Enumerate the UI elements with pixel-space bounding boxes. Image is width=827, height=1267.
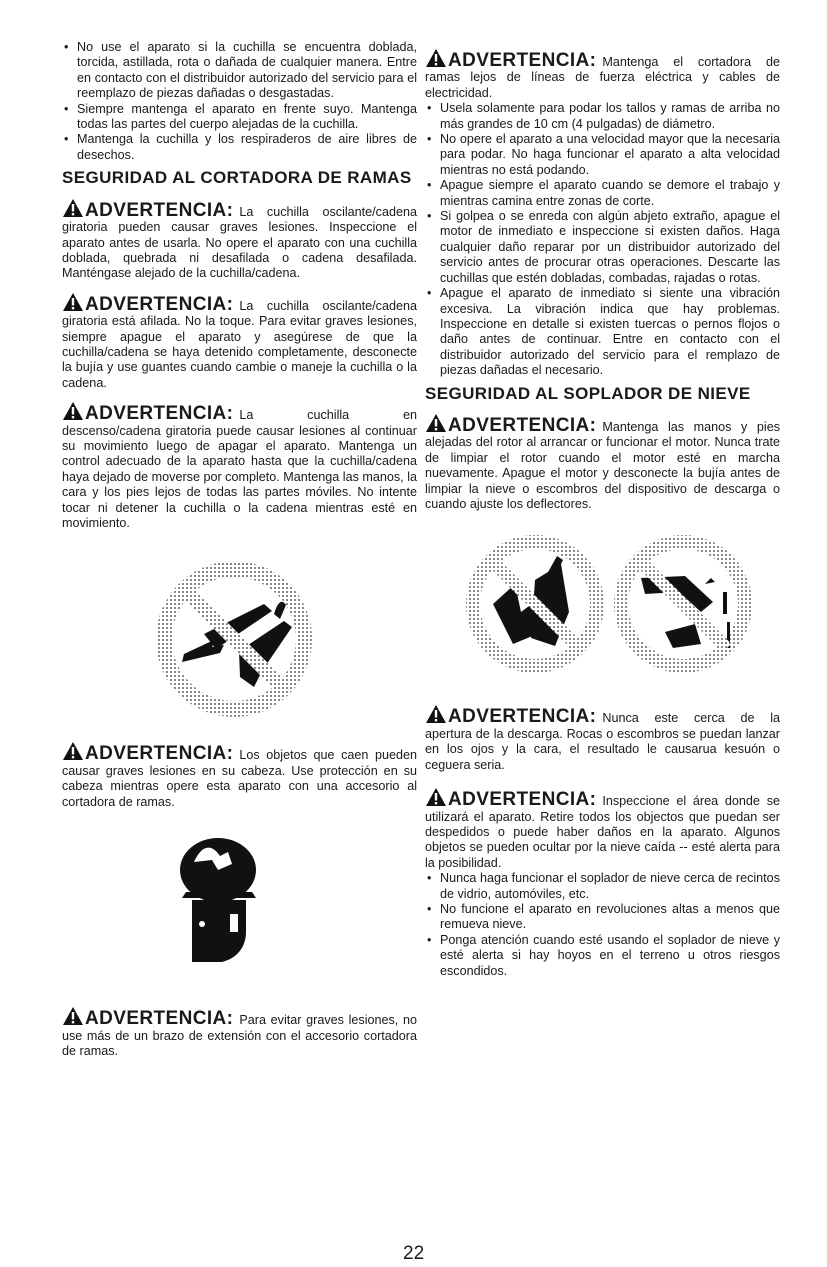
left-column: [62, 40, 417, 1059]
warning-triangle-icon: [62, 741, 84, 761]
warning-label: ADVERTENCIA:: [85, 293, 234, 315]
list-item: • Ponga atención cuando esté usando el soplador de nieve y esté alerta si hay hoyos en el terreno u otros riesgos escondidos.: [425, 933, 780, 979]
warning-text: La cuchilla oscilante/cadena giratoria está afilada. No la toque. Para evitar graves lesiones, siempre apague el aparato y asegúrese de que la cuchilla/cadena se haya detenido completamente, desconecte la bujía y use guantes cuando cambie o maneje la cuchilla o la cadena.: [62, 298, 417, 390]
list-item: • Mantenga la cuchilla y los respiraderos de aire libres de desechos.: [62, 132, 417, 163]
list-item: • Nunca haga funcionar el soplador de nieve cerca de recintos de vidrio, automóviles, etc.: [425, 871, 780, 902]
warning-paragraph: [425, 48, 780, 101]
warning-triangle-icon: [425, 413, 447, 433]
warning-text: Inspeccione el área donde se utilizará el aparato. Retire todos los objectos que puedan ser despedidos o puede haber daños en la aparato. Algunos objetos se pueden ocultar por la nieve caída -- esté alerta para la posibilidad.: [425, 794, 780, 870]
warning-paragraph: [425, 704, 780, 773]
warning-paragraph: [62, 292, 417, 391]
blade-safety-list: [62, 40, 417, 163]
warning-label: ADVERTENCIA:: [85, 403, 234, 425]
warning-text: La cuchilla oscilante/cadena giratoria pueden causar graves lesiones. Inspeccione el aparato antes de usarla. No opere el aparato con una cuchilla doblada, quebrada ni desafilada o cadena desafilada. Manténgase alejado de la cuchilla/cadena.: [62, 204, 417, 281]
right-column: [425, 40, 780, 979]
warning-triangle-icon: [62, 292, 84, 312]
list-item: • Usela solamente para podar los tallos y ramas de arriba no más grandes de 10 cm (4 pulgadas) de diámetro.: [425, 101, 780, 132]
list-item: • Apague siempre el aparato cuando se demore el trabajo y mientras camina entre zonas de corte.: [425, 178, 780, 209]
list-item: • No opere el aparato a una velocidad mayor que la necesaria para podar. No haga funcionar el aparato a alta velocidad mientras no está podando.: [425, 132, 780, 178]
warning-paragraph: [425, 413, 780, 512]
warning-paragraph: [425, 787, 780, 871]
warning-text: La cuchilla en descenso/cadena giratoria puede causar lesiones al continuar su movimiento luego de apagar el aparato. Mantenga un control adecuado de la aparato hasta que la cuchilla/cadena haya dejado de moverse por completo. Mantenga las manos, la cara y los pies lejos de todas las partes móviles. No intente tocar ni detener la cuchilla o la cadena mientras esté en movimiento.: [62, 408, 417, 531]
warning-label: ADVERTENCIA:: [85, 199, 234, 221]
heading-snow-blower-safety: SEGURIDAD AL SOPLADOR DE NIEVE: [425, 383, 751, 403]
warning-paragraph: [62, 1006, 417, 1059]
warning-triangle-icon: [62, 198, 84, 218]
warning-paragraph: [62, 198, 417, 282]
snow-blower-list: [425, 871, 780, 979]
no-hands-near-rotor-icon: [465, 534, 755, 674]
heading-pole-saw-safety: SEGURIDAD AL CORTADORA DE RAMAS: [62, 168, 412, 188]
warning-triangle-icon: [425, 48, 447, 68]
warning-label: ADVERTENCIA:: [448, 706, 597, 728]
pole-saw-operation-list: [425, 101, 780, 378]
list-item: • Si golpea o se enreda con algún abjeto extraño, apague el motor de inmediato e inspeccione si existen daños. Haga cualquier daño reparar por un distribuidor autorizado del servicio antes de procurar otras operaciones. Descarte las cuchillas que estén dobladas, combadas, rajadas o rotas.: [425, 209, 780, 286]
list-item: • No use el aparato si la cuchilla se encuentra doblada, torcida, astillada, rota o dañada de cualquier manera. Entre en contacto con el distribuidor autorizado del servicio para el reemplazo de piezas dañadas o desgastadas.: [62, 40, 417, 102]
warning-label: ADVERTENCIA:: [85, 1008, 234, 1030]
warning-triangle-icon: [425, 787, 447, 807]
warning-label: ADVERTENCIA:: [448, 50, 597, 71]
warning-text: Para evitar graves lesiones, no use más de un brazo de extensión con el accesorio cortadora de ramas.: [62, 1013, 417, 1058]
hard-hat-icon: [172, 834, 262, 966]
warning-text: Mantenga el cortadora de ramas lejos de líneas de fuerza eléctrica y cables de electricidad.: [425, 55, 780, 100]
warning-triangle-icon: [62, 401, 84, 421]
list-item: • No funcione el aparato en revoluciones altas a menos que remueva nieve.: [425, 902, 780, 933]
warning-label: ADVERTENCIA:: [85, 743, 234, 765]
list-item: • Apague el aparato de inmediato si siente una vibración excesiva. La vibración indica que hay problemas. Inspeccione en detalle si existen tuercas o pernos flojos o daño antes de continuar. Entre en contacto con el distribuidor autorizado del servicio para el remplazo de piezas dañadas el necesario.: [425, 286, 780, 378]
list-item: • Siempre mantenga el aparato en frente suyo. Mantenga todas las partes del cuerpo alejadas de la cuchilla.: [62, 102, 417, 133]
warning-text: Nunca este cerca de la apertura de la descarga. Rocas o escombros se puedan lanzar en los ojos y la cara, el resultado le causarua kesuón o ceguera seria.: [425, 711, 780, 772]
warning-paragraph: [62, 741, 417, 810]
warning-triangle-icon: [62, 1006, 84, 1026]
warning-paragraph: [62, 401, 417, 531]
warning-label: ADVERTENCIA:: [448, 789, 597, 811]
page-number: 22: [403, 1243, 425, 1264]
warning-text: Mantenga las manos y pies alejadas del rotor al arrancar or funcionar el motor. Nunca trate de limpiar el rotor cuando el motor esté en marcha nuevamente. Apague el motor y desconecte la bujía antes de limpiar la nieve o escombros del dispositivo de descarga o cuando ajuste los deflectores.: [425, 420, 780, 512]
warning-text: Los objetos que caen pueden causar graves lesiones en su cabeza. Use protección en su cabeza mientras opere esta aparato con una accesorio al cortadora de ramas.: [62, 748, 417, 809]
no-hands-near-blade-icon: [154, 559, 314, 719]
warning-triangle-icon: [425, 704, 447, 724]
warning-label: ADVERTENCIA:: [448, 415, 597, 437]
